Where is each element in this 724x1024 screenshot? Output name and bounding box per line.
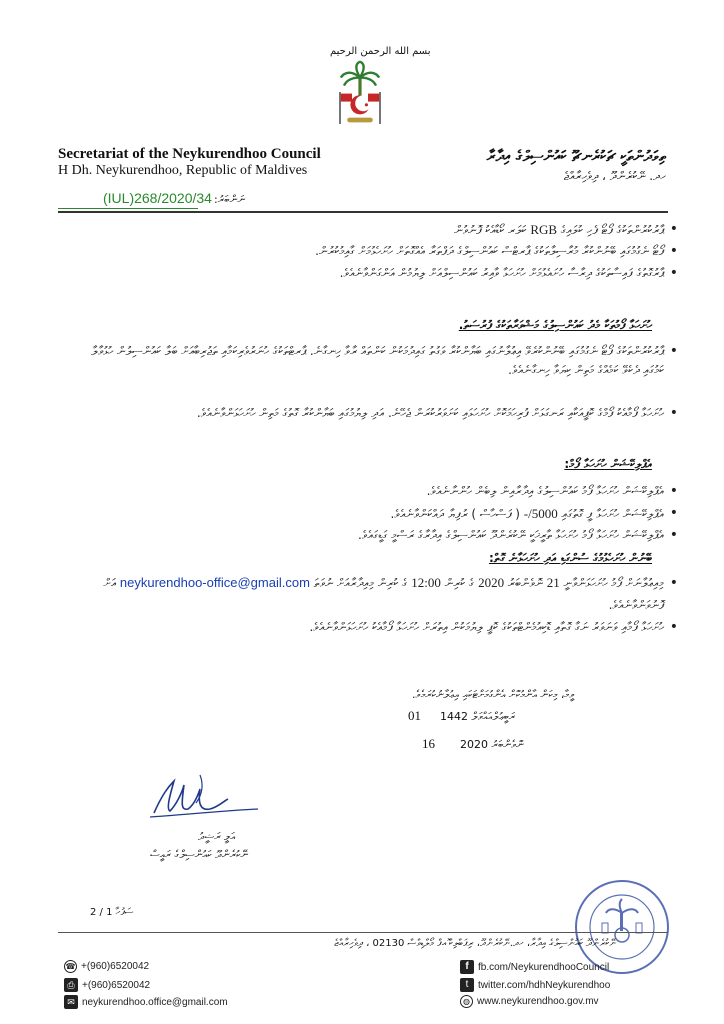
closing-statement: ވީމާ، މިކަން އާންމުކޮށް އެންގުމަށްޓަކައި އިޢުލާނުކުރަމެވެ. (412, 688, 574, 701)
secretariat-address-dv: ހދ. ނޭކުރެންދޫ ، ދިވެހިރާއްޖެ (563, 169, 666, 183)
footer-address: ނޭކުރެންދޫ ކައުންސިލްގެ އިދާރާ، ހދ.ނޭކުރެންދޫ، ރިޕަބްލިކް ޮއފް މޯލްޑިވްސް 02130 ، ދިވެހިރާއްޖެ (334, 938, 616, 949)
signatory-title: ނޭކުރެންދޫ ކައުންސިލްގެ ރައީސް (150, 848, 248, 861)
list-item: ހުށަހަޅާ ފޯމާއެކު ފޯމްގެ ކޮޕީއަކާއި ރަނގަޅަށް ފުރިހަމަކޮށް ހުށަހަޅައި ކަށަވަރުކުރަން ޖެހޭނެ. އަދި ލިޔުމުގައި ބަޔާންކުރާ ގޮތުގެ މަތިން ހުށަހަޅަންވާނެއެވެ. • (84, 404, 664, 423)
twitter-icon: t (460, 978, 474, 992)
secretariat-title-en: Secretariat of the Neykurendhoo Council (58, 146, 321, 162)
date-hijri-day: 01 (408, 708, 421, 723)
maldives-state-emblem-icon (326, 60, 394, 140)
date-hijri-text: ރަބީޢުލްއައްވަލް 1442 (440, 710, 516, 723)
list-item: އެޕްލިކޭޝަން ހުށަހަޅާ ފޯމު ކައުންސިލުގެ އިދާރާއިން ލިބެން ހުންނާނެއެވެ. • (84, 482, 664, 501)
list-item: ޕާރުކުރުންތަކުގެ ފޯޓޯ ފެހި ކުލައިގެ RGB ކަލަރ ކޯޑާއެކު ފޮނުވުން • (84, 220, 664, 240)
section-heading: އެޕްލިކޭޝަން ހުށަހަޅާ ފޯމް: (564, 457, 652, 471)
footer-separator (58, 932, 668, 933)
section-heading: ބޭނުން ހުށަހެޅުމުގެ ސުންގަޑި އަދި ހުށަހަޅާނެ ގޮތް: (488, 551, 652, 565)
list-item: އެޕްލިކޭޝަން ހުށަހަޅާ ފީ ގޮތުގައި 5000/- ( ފަސްހާސް ) ރުފިޔާ ދައްކަންވާނެއެވެ. • (84, 504, 664, 524)
basmala: بسم الله الرحمن الرحيم (330, 46, 431, 57)
globe-icon: ◍ (460, 995, 473, 1008)
list-item: ޕާރުގޮތުގެ ފައިސާތަކުގެ ދިރާސާ ހުށައެޅުމަށް ހުށަހަޅާ ވާއިރު ކައުންސިލްއަށް ލިޔުމުން އަންގަންވާނެއެވެ. • (84, 264, 664, 283)
secretariat-title-dv: ތިވަދުންތަކީ ޗަކުރެނޗޫ ކައުންސިލްގެ އިދާރާ (486, 147, 666, 165)
section-heading: ހުށަހަޅާ ފޯމުތަކާ މެދު ކައުންސިލުގެ މަޝްވަރާތަކުގެ ފުރުސަތު. (458, 318, 652, 332)
date-gregorian-day: 16 (422, 736, 435, 751)
header-separator (58, 211, 668, 213)
footer-phone[interactable]: ☎ +(960)6520042 (65, 961, 150, 972)
list-item: މިއިޢުލާނަށް ފޯމު ހުށަހަޅަންވާނީ 21 ނޮވެންބަރު 2020 ގެ ކުރިން 12:00 ގެ ކުރިން މިއިދާރާއަށް ނުވަތަ neykurendhoo-office@gmail.com އަށް ފޮނުވަންވާނެއެވެ. • (84, 572, 664, 616)
reference-label: ނަންބަރު: (214, 193, 246, 206)
phone-icon: ☎ (65, 962, 76, 971)
signature (140, 765, 280, 835)
footer-facebook[interactable]: f fb.com/NeykurendhooCouncil (460, 960, 609, 974)
footer-website[interactable]: ◍ www.neykurendhoo.gov.mv (460, 995, 599, 1008)
list-item: ފޯޓޯ ނެގުމުގައި ބޭނުންކުރާ މުރާސިލާތަކުގެ ޕާރޓްސް ކައުންސިލްގެ ދަފްތަރާ އެއްގޮތަށް ހުށަހެޅުމަށް ގާއިމުކުރުން. • (84, 242, 664, 261)
fax-icon: ⎙ (64, 978, 78, 992)
date-gregorian-text: ނޮވެންބަރު 2020 (460, 738, 524, 751)
facebook-icon: f (460, 960, 474, 974)
secretariat-address-en: H Dh. Neykurendhoo, Republic of Maldives (58, 163, 308, 178)
email-icon: ✉ (64, 995, 78, 1009)
reference-underline (58, 208, 198, 209)
reference-number: (IUL)268/2020/34 (103, 190, 212, 206)
list-item: ހުށަހަޅާ ފޯމާއި ވަނަވަރު ނަގާ ގޮތާއި ޑޮކިއުމެންޓްތަކުގެ ކޮޕީ ލިޔުމަކުން އިތުރަށް ހުށަހަޅާ ފޯމާއެކު ހުށަހަޅަންވާނެއެވެ. • (84, 618, 664, 637)
footer-fax[interactable]: ⎙ +(960)6520042 (64, 978, 150, 992)
footer-email[interactable]: ✉ neykurendhoo.office@gmail.com (64, 995, 228, 1009)
footer-twitter[interactable]: t twitter.com/hdhNeykurendhoo (460, 978, 610, 992)
list-item: އެޕްލިކޭޝަން ހުށަހަޅާ ފޯމު ހުށަހަޅާ ތާރީޚަކީ ނޭކުރެންދޫ ކައުންސިލްގެ އިދާރާގެ ރަސްމީ ގަޑީގައެވެ. • (84, 526, 664, 545)
signatory-name: އަލީ ރަޝީދު (198, 830, 236, 843)
page-number: ސަފުހާ 1 / 2 (90, 907, 134, 918)
contact-email-link[interactable]: neykurendhoo-office@gmail.com (119, 575, 310, 590)
list-item: ޕާރުކުރުންތަކުގެ ފޯޓޯ ނެގުމުގައި ބޭނުންކުރެވޭ އިޢުލާނުގައި ބަޔާންކުރާ ވަގުތު ގައިދުމަކުން ކަންތައް ރާވާ ހިނގާނެ. ޕާރޓްތަކުގެ ހުނަރުވެރިކަމާއި ތަޖުރިބާއަށް ބަލާ ކައުންސިލުން ހުޅުވާލާ ކަމުގައި ދެކެވޭ ކަމެއްގެ މަތިން ކިޔަވާ ހިނގާނެއެވެ. • (84, 342, 664, 380)
